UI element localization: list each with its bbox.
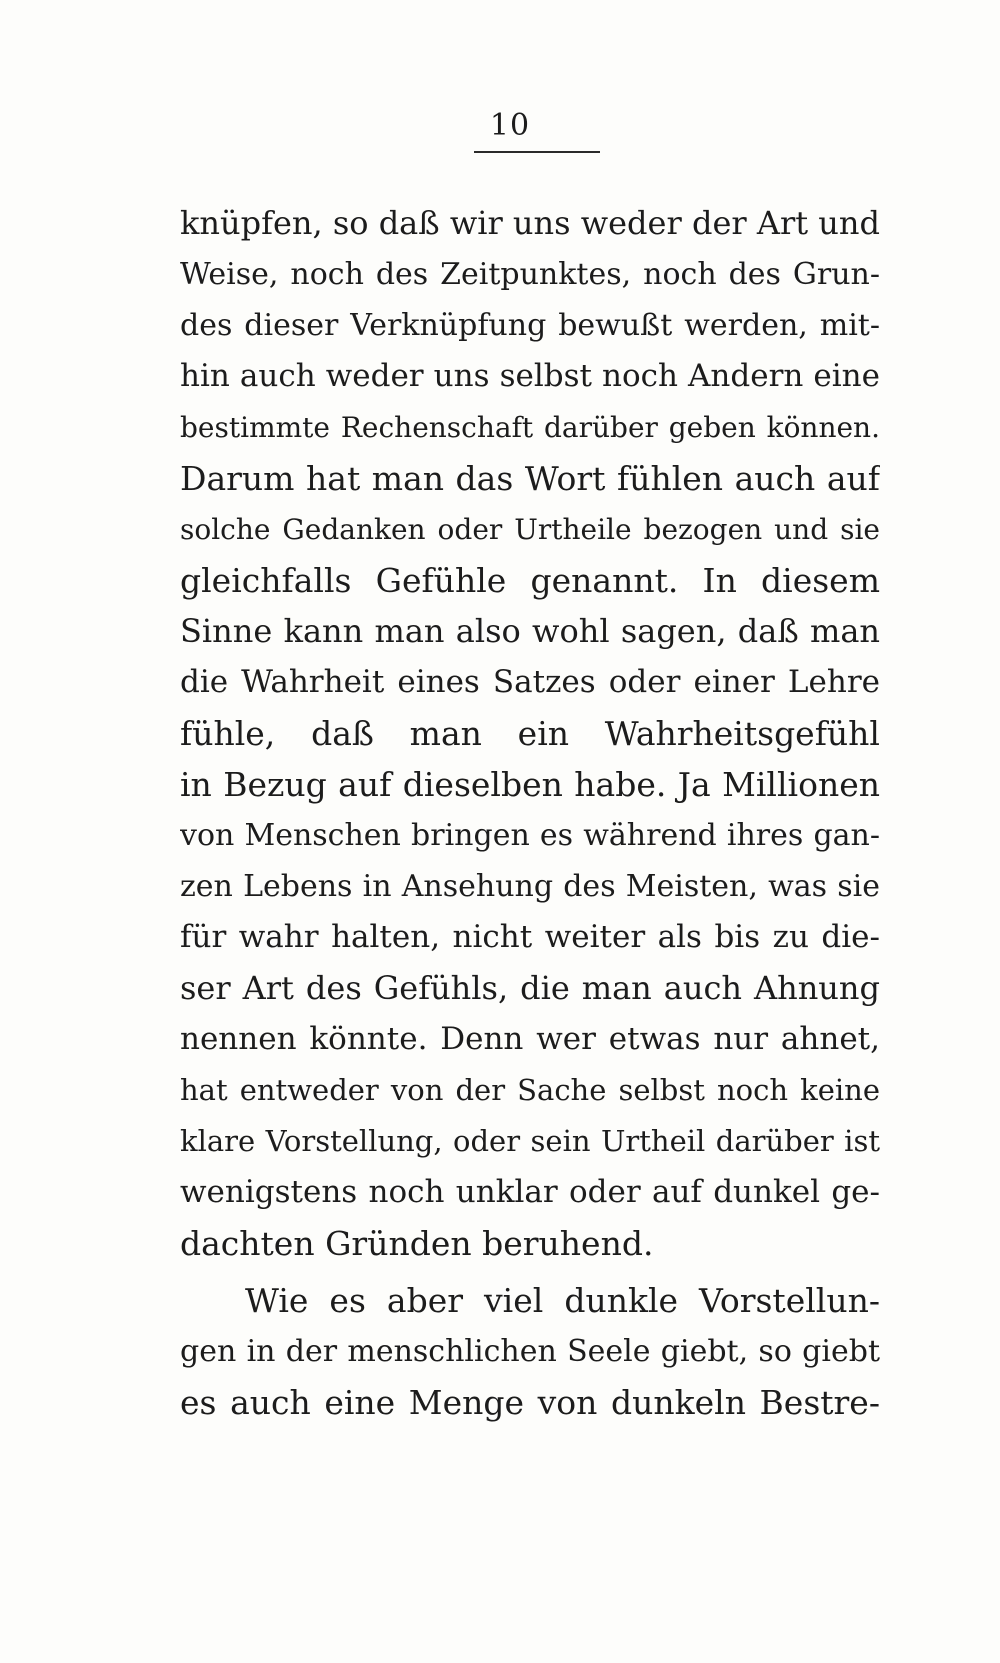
text-line: Sinne kann man also wohl sagen, daß man <box>180 612 880 650</box>
text-line: fühle, daß man ein Wahrheitsgefühl <box>180 714 880 753</box>
text-line: für wahr halten, nicht weiter als bis zu die- <box>180 919 880 955</box>
text-line: nennen könnte. Denn wer etwas nur ahnet, <box>180 1021 880 1057</box>
text-line: wenigstens noch unklar oder auf dunkel ge- <box>180 1174 880 1210</box>
body-text <box>180 198 880 1428</box>
text-line: solche Gedanken oder Urtheile bezogen und sie <box>180 513 880 546</box>
text-line: zen Lebens in Ansehung des Meisten, was sie <box>180 869 880 904</box>
text-line: Darum hat man das Wort fühlen auch auf <box>180 459 880 498</box>
text-line: die Wahrheit eines Satzes oder einer Lehre <box>180 664 880 700</box>
text-line: des dieser Verknüpfung bewußt werden, mit- <box>180 308 880 343</box>
text-line: dachten Gründen beruhend. <box>180 1224 654 1263</box>
text-line: in Bezug auf dieselben habe. Ja Millionen <box>180 765 880 804</box>
paragraph-1 <box>180 198 880 1269</box>
text-line: ser Art des Gefühls, die man auch Ahnung <box>180 969 880 1007</box>
text-line: Weise, noch des Zeitpunktes, noch des Grun- <box>180 257 880 292</box>
header-rule <box>474 151 600 153</box>
text-line: knüpfen, so daß wir uns weder der Art und <box>180 204 880 242</box>
page-number: 10 <box>489 108 531 143</box>
text-line: Wie es aber viel dunkle Vorstellun- <box>245 1281 880 1320</box>
text-line: gen in der menschlichen Seele giebt, so giebt <box>180 1334 880 1369</box>
text-line: hin auch weder uns selbst noch Andern eine <box>180 358 880 394</box>
text-line: gleichfalls Gefühle genannt. In diesem <box>180 561 880 600</box>
text-line: es auch eine Menge von dunkeln Bestre- <box>180 1383 880 1422</box>
text-line: bestimmte Rechenschaft darüber geben können. <box>180 411 880 444</box>
paragraph-2 <box>180 1275 880 1428</box>
text-line: von Menschen bringen es während ihres gan- <box>180 818 880 853</box>
text-line: klare Vorstellung, oder sein Urtheil darüber ist <box>180 1124 880 1158</box>
text-line: hat entweder von der Sache selbst noch keine <box>180 1073 880 1107</box>
